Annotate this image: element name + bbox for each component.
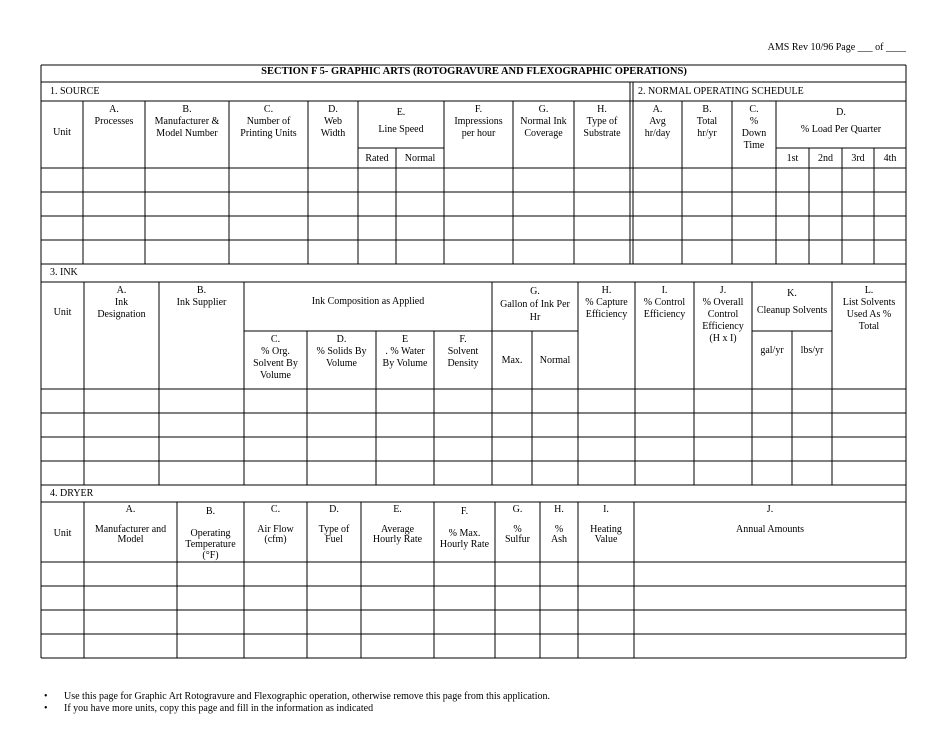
schedule-col-b: B. Total hr/yr — [696, 104, 718, 139]
source-col-f: F. Impressions per hour — [454, 104, 503, 139]
ink-col-a: A. Ink Designation — [97, 285, 146, 320]
dryer-col-g: G. % Sulfur — [505, 504, 530, 545]
dryer-section-label: 4. DRYER — [50, 488, 94, 499]
dryer-col-h: H. % Ash — [550, 504, 568, 545]
dryer-col-f: F. % Max. Hourly Rate — [439, 506, 490, 550]
source-col-e: E. Line Speed — [378, 107, 424, 135]
schedule-col-c: C. % Down Time — [741, 104, 767, 151]
source-col-a: A. Processes — [94, 104, 134, 127]
ink-col-i: I. % Control Efficiency — [643, 285, 686, 320]
dryer-col-c: C. Air Flow (cfm) — [257, 504, 294, 545]
revision-note: AMS Rev 10/96 Page ___ of ____ — [767, 42, 906, 53]
ink-composition-header: Ink Composition as Applied — [311, 296, 425, 307]
ink-col-g: G. Gallon of Ink Per Hr — [500, 286, 570, 323]
quarter-3rd: 3rd — [851, 153, 865, 164]
note-text: Use this page for Graphic Art Rotogravure and Flexographic operation, otherwise remove this page from this application. — [64, 691, 550, 702]
ink-col-e: E . % Water By Volume — [382, 334, 428, 369]
quarter-4th: 4th — [883, 153, 897, 164]
source-col-g: G. Normal Ink Coverage — [520, 104, 567, 139]
note-item: • Use this page for Graphic Art Rotogravure and Flexographic operation, otherwise remove this page from this application. — [44, 691, 550, 702]
ink-col-h: H. % Capture Efficiency — [585, 285, 628, 320]
ink-col-j: J. % Overall Control Efficiency — [702, 285, 744, 332]
note-text: If you have more units, copy this page and fill in the information as indicated — [64, 703, 374, 714]
source-col-b: B. Manufacturer & Model Number — [154, 104, 220, 139]
note-item: • If you have more units, copy this page and fill in the information as indicated — [44, 703, 374, 714]
quarter-2nd: 2nd — [818, 153, 833, 164]
ink-col-k: K. Cleanup Solvents — [756, 288, 828, 316]
quarter-1st: 1st — [786, 153, 799, 164]
dryer-col-i: I. Heating Value — [590, 504, 622, 545]
dryer-col-b: B. Operating Temperature (°F) — [185, 506, 236, 561]
ink-k-galyr: gal/yr — [760, 345, 784, 356]
source-section-label: 1. SOURCE — [50, 86, 100, 97]
source-col-c: C. Number of Printing Units — [240, 104, 297, 139]
dryer-col-e: E. Average Hourly Rate — [372, 504, 423, 545]
source-col-h: H. Type of Substrate — [583, 104, 621, 139]
ink-col-c: C. % Org. Solvent By Volume — [253, 334, 298, 381]
ink-col-l: L. List Solvents Used As % Total — [842, 285, 896, 332]
form-title: SECTION F 5- GRAPHIC ARTS (ROTOGRAVURE AND FLEXOGRAPHIC OPERATIONS) — [261, 66, 687, 77]
source-col-d: D. Web Width — [320, 104, 346, 139]
ink-unit-header: Unit — [53, 307, 72, 318]
source-rated: Rated — [365, 153, 389, 164]
dryer-col-j: J. Annual Amounts — [735, 504, 805, 535]
schedule-section-label: 2. NORMAL OPERATING SCHEDULE — [638, 86, 804, 97]
source-unit-header: Unit — [53, 127, 71, 138]
ink-g-normal: Normal — [539, 355, 571, 366]
dryer-col-d: D. Type of Fuel — [318, 504, 350, 545]
ink-col-b: B. Ink Supplier — [176, 285, 227, 308]
ink-section-label: 3. INK — [50, 267, 78, 278]
ink-col-f: F. Solvent Density — [447, 334, 479, 369]
schedule-col-d: D. % Load Per Quarter — [800, 107, 882, 135]
source-normal: Normal — [404, 153, 436, 164]
dryer-col-a: A. Manufacturer and Model — [94, 504, 167, 545]
ink-col-d: D. % Solids By Volume — [316, 334, 367, 369]
ink-k-lbsyr: lbs/yr — [800, 345, 824, 356]
dryer-unit-header: Unit — [53, 528, 72, 539]
ink-col-j-formula: (H x I) — [709, 333, 737, 344]
schedule-col-a: A. Avg hr/day — [644, 104, 671, 139]
ink-g-max: Max. — [501, 355, 523, 366]
